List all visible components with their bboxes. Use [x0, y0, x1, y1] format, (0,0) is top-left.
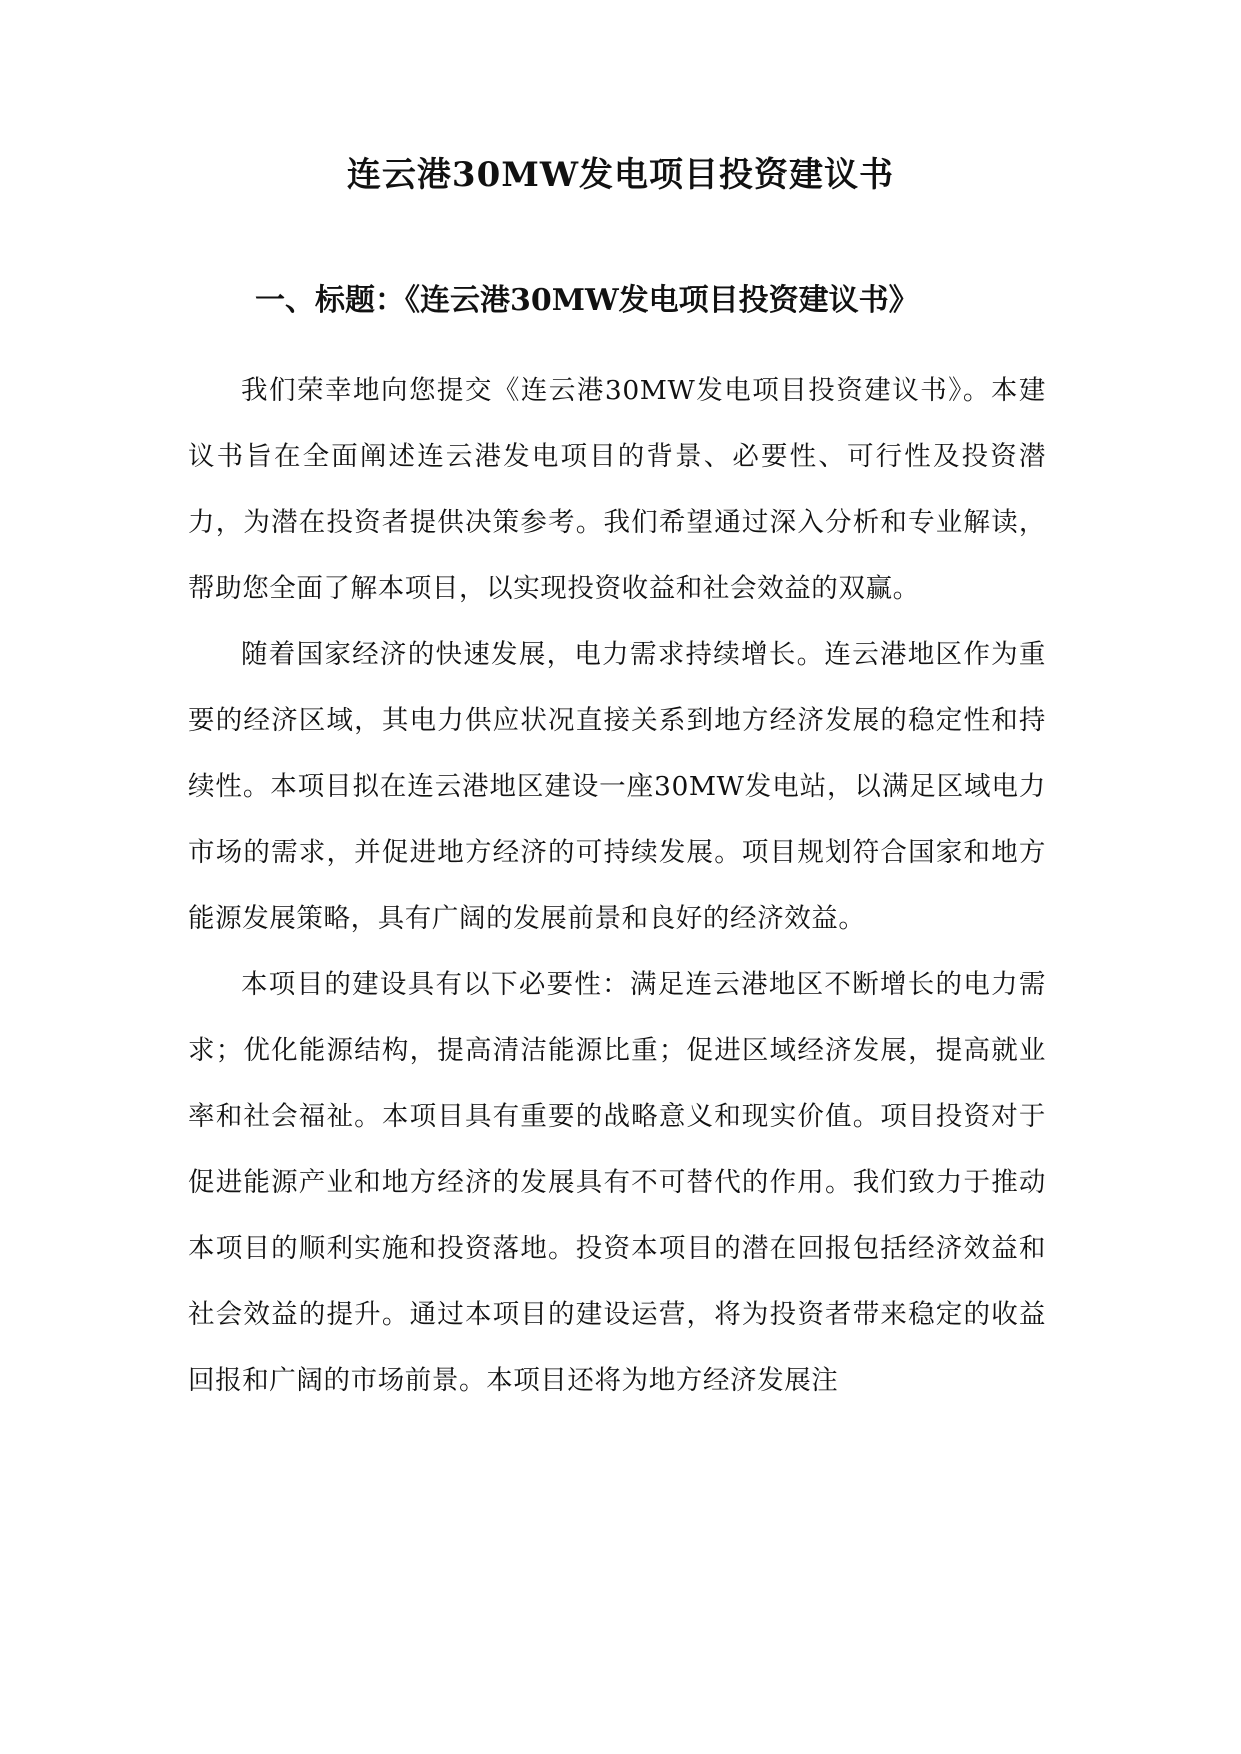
- section-heading: 一、标题：《连云港30MW发电项目投资建议书》: [255, 283, 919, 318]
- paragraph-background: 随着国家经济的快速发展，电力需求持续增长。连云港地区作为重要的经济区域，其电力供应状况直接关系到地方经济发展的稳定性和持续性。本项目拟在连云港地区建设一座30MW发电站，以满足区域电力市场的需求，并促进地方经济的可持续发展。项目规划符合国家和地方能源发展策略，具有广阔的发展前景和良好的经济效益。: [188, 639, 1046, 934]
- paragraph-necessity: 本项目的建设具有以下必要性：满足连云港地区不断增长的电力需求；优化能源结构，提高清洁能源比重；促进区域经济发展，提高就业率和社会福祉。本项目具有重要的战略意义和现实价值。项目投资对于促进能源产业和地方经济的发展具有不可替代的作用。我们致力于推动本项目的顺利实施和投资落地。投资本项目的潜在回报包括经济效益和社会效益的提升。通过本项目的建设运营，将为投资者带来稳定的收益回报和广阔的市场前景。本项目还将为地方经济发展注: [188, 969, 1046, 1396]
- document-body: [188, 358, 1046, 1414]
- document-title: 连云港30MW发电项目投资建议书: [346, 155, 895, 195]
- paragraph-intro: 我们荣幸地向您提交《连云港30MW发电项目投资建议书》。本建议书旨在全面阐述连云港发电项目的背景、必要性、可行性及投资潜力，为潜在投资者提供决策参考。我们希望通过深入分析和专业解读，帮助您全面了解本项目，以实现投资收益和社会效益的双赢。: [188, 375, 1046, 604]
